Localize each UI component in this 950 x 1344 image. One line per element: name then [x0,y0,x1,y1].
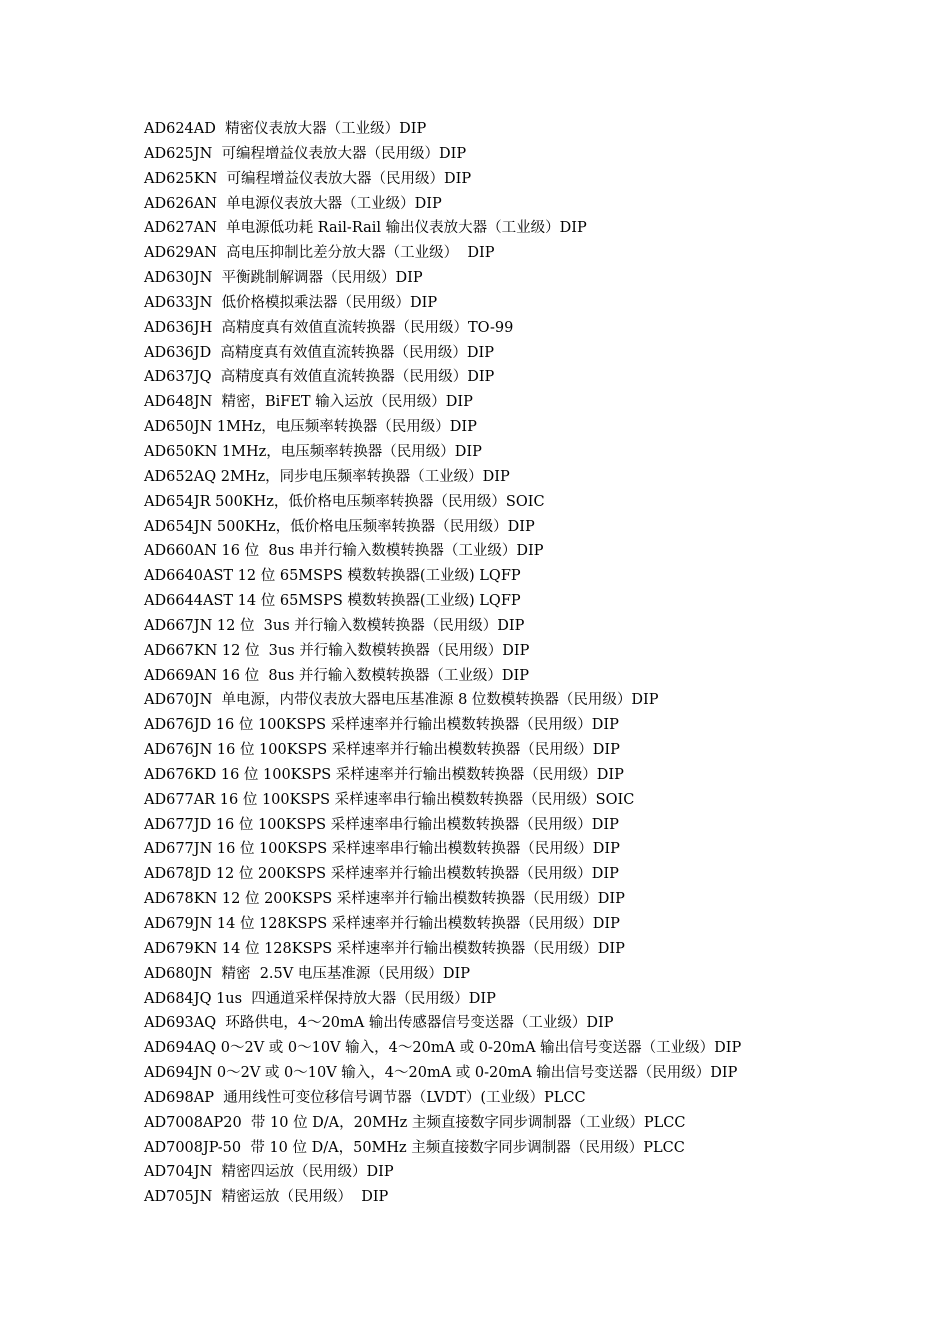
part-list-item: AD678JD 12 位 200KSPS 采样速率并行输出模数转换器（民用级）DIP [144,866,619,883]
part-list-item: AD625KN 可编程增益仪表放大器（民用级）DIP [144,170,472,187]
part-list-item: AD660AN 16 位 8us 串并行输入数模转换器（工业级）DIP [144,543,544,560]
part-list-item: AD693AQ 环路供电，4～20mA 输出传感器信号变送器（工业级）DIP [144,1015,614,1032]
part-list-item: AD7008AP20 带 10 位 D/A，20MHz 主频直接数字同步调制器（工业级）PLCC [144,1114,686,1131]
part-list-item: AD648JN 精密，BiFET 输入运放（民用级）DIP [144,394,473,411]
part-list-item: AD637JQ 高精度真有效值直流转换器（民用级）DIP [144,369,495,386]
part-list-item: AD694JN 0～2V 或 0～10V 输入，4～20mA 或 0-20mA 输出信号变送器（民用级）DIP [144,1065,738,1082]
part-list-item: AD624AD 精密仪表放大器（工业级）DIP [144,121,427,137]
part-list-item: AD7008JP-50 带 10 位 D/A，50MHz 主频直接数字同步调制器（民用级）PLCC [144,1139,685,1156]
part-list-item: AD705JN 精密运放（民用级） DIP [144,1189,389,1206]
part-list-item: AD633JN 低价格模拟乘法器（民用级）DIP [144,294,438,311]
part-list-item: AD670JN 单电源，内带仪表放大器电压基准源 8 位数模转换器（民用级）DIP [144,692,659,709]
part-list-item: AD636JD 高精度真有效值直流转换器（民用级）DIP [144,344,495,361]
part-list-item: AD676JD 16 位 100KSPS 采样速率并行输出模数转换器（民用级）DIP [144,717,619,734]
part-list-item: AD676KD 16 位 100KSPS 采样速率并行输出模数转换器（民用级）DIP [144,766,624,783]
part-list-item: AD650KN 1MHz，电压频率转换器（民用级）DIP [144,443,482,460]
part-list-item: AD654JN 500KHz，低价格电压频率转换器（民用级）DIP [144,518,535,535]
part-list-item: AD636JH 高精度真有效值直流转换器（民用级）TO-99 [144,319,514,336]
part-list-item: AD629AN 高电压抑制比差分放大器（工业级） DIP [144,245,495,262]
part-list-item: AD698AP 通用线性可变位移信号调节器（LVDT）(工业级）PLCC [144,1089,586,1106]
part-list-item: AD630JN 平衡跳制解调器（民用级）DIP [144,270,423,287]
part-list-item: AD679JN 14 位 128KSPS 采样速率并行输出模数转换器（民用级）DIP [144,916,620,932]
part-list-item: AD677AR 16 位 100KSPS 采样速率串行输出模数转换器（民用级）SOIC [144,791,635,808]
part-list-item: AD677JN 16 位 100KSPS 采样速率串行输出模数转换器（民用级）DIP [144,841,620,858]
part-list-item: AD676JN 16 位 100KSPS 采样速率并行输出模数转换器（民用级）DIP [144,742,620,759]
part-list-item: AD679KN 14 位 128KSPS 采样速率并行输出模数转换器（民用级）DIP [144,940,625,957]
part-list-item: AD704JN 精密四运放（民用级）DIP [144,1164,394,1181]
part-list [144,117,741,1210]
part-list-item: AD654JR 500KHz，低价格电压频率转换器（民用级）SOIC [144,493,545,510]
part-list-item: AD652AQ 2MHz，同步电压频率转换器（工业级）DIP [144,468,510,485]
part-list-item: AD626AN 单电源仪表放大器（工业级）DIP [144,195,442,212]
part-list-item: AD684JQ 1us 四通道采样保持放大器（民用级）DIP [144,990,496,1007]
part-list-item: AD6644AST 14 位 65MSPS 模数转换器(工业级) LQFP [144,593,521,610]
part-list-item: AD667KN 12 位 3us 并行输入数模转换器（民用级）DIP [144,642,530,659]
part-list-item: AD627AN 单电源低功耗 Rail-Rail 输出仪表放大器（工业级）DIP [144,220,587,237]
part-list-item: AD669AN 16 位 8us 并行输入数模转换器（工业级）DIP [144,667,530,684]
part-list-item: AD680JN 精密 2.5V 电压基准源（民用级）DIP [144,965,470,982]
part-list-item: AD6640AST 12 位 65MSPS 模数转换器(工业级) LQFP [144,568,521,585]
part-list-item: AD650JN 1MHz，电压频率转换器（民用级）DIP [144,419,477,436]
part-list-item: AD677JD 16 位 100KSPS 采样速率串行输出模数转换器（民用级）DIP [144,816,619,833]
part-list-item: AD667JN 12 位 3us 并行输入数模转换器（民用级）DIP [144,617,525,634]
part-list-item: AD625JN 可编程增益仪表放大器（民用级）DIP [144,145,467,162]
part-list-item: AD678KN 12 位 200KSPS 采样速率并行输出模数转换器（民用级）DIP [144,891,625,908]
part-list-item: AD694AQ 0～2V 或 0～10V 输入，4～20mA 或 0-20mA 输出信号变送器（工业级）DIP [144,1040,742,1057]
